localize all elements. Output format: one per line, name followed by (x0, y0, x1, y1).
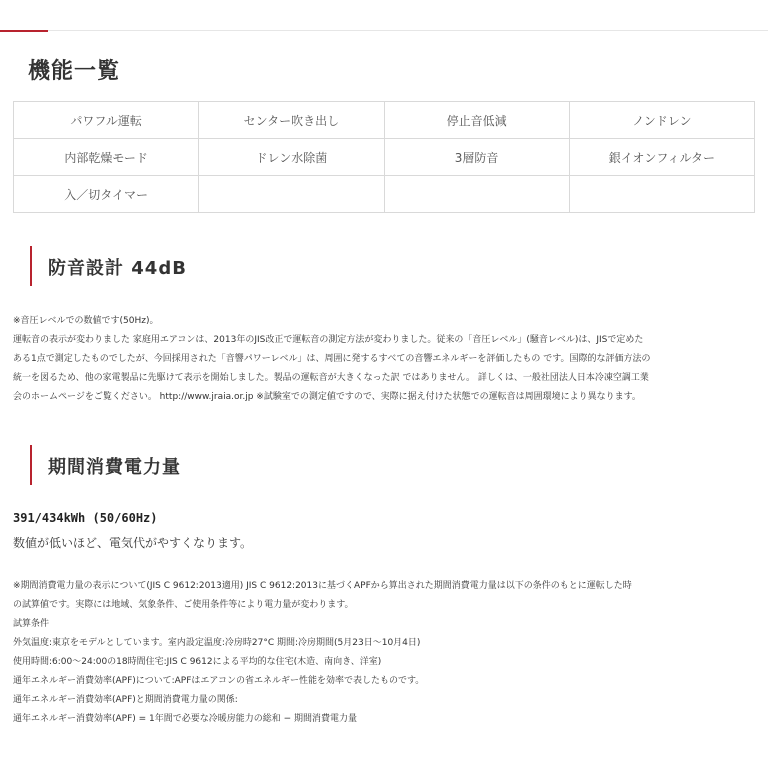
feature-cell: ドレン水除菌 (199, 139, 384, 176)
sound-section-title: 防音設計 44dB (48, 258, 187, 279)
features-title: 機能一覧 (28, 59, 121, 84)
consumption-value: 391/434kWh (50/60Hz) (13, 511, 158, 525)
feature-cell: 入／切タイマー (14, 176, 199, 213)
consumption-description: 数値が低いほど、電気代がやすくなります。 (13, 536, 253, 550)
note-line: ※音圧レベルでの数値です(50Hz)。 (13, 316, 159, 326)
note-line: 使用時間:6:00～24:00の18時間住宅:JIS C 9612による平均的な住宅(木造、南向き、洋室) (13, 657, 382, 667)
top-accent-bar (0, 30, 48, 32)
feature-cell: パワフル運転 (14, 102, 199, 139)
feature-cell: センター吹き出し (199, 102, 384, 139)
note-line: 試算条件 (13, 619, 50, 629)
table-row (14, 139, 755, 176)
note-line: 運転音の表示が変わりました 家庭用エアコンは、2013年のJIS改正で運転音の測定方法が変わりました。従来の「音圧レベル」(騒音レベル)は、JISで定めた (13, 335, 644, 345)
feature-cell: 停止音低減 (384, 102, 569, 139)
note-line: 通年エネルギー消費効率(APF) = 1年間で必要な冷暖房能力の総和 − 期間消費電力量 (13, 714, 358, 724)
table-row (14, 176, 755, 213)
consumption-section-title: 期間消費電力量 (48, 457, 181, 478)
consumption-note (13, 577, 761, 729)
note-line: 統一を図るため、他の家電製品に先駆けて表示を開始しました。製品の運転音が大きくなった訳 ではありません。 詳しくは、一般社団法人日本冷凍空調工業 (13, 373, 649, 383)
sound-section-header (30, 246, 732, 286)
feature-cell: 銀イオンフィルター (569, 139, 754, 176)
note-line: 通年エネルギー消費効率(APF)と期間消費電力量の関係: (13, 695, 238, 705)
note-line: 通年エネルギー消費効率(APF)について:APFはエアコンの省エネルギー性能を効率で表したものです。 (13, 676, 425, 686)
features-table (13, 101, 755, 213)
note-line: ※期間消費電力量の表示について(JIS C 9612:2013適用) JIS C 9612:2013に基づくAPFから算出された期間消費電力量は以下の条件のもとに運転した時 (13, 581, 632, 591)
note-line: 外気温度:東京をモデルとしています。室内設定温度:冷房時27°C 期間:冷房期間(5月23日～10月4日) (13, 638, 421, 648)
feature-cell: 3層防音 (384, 139, 569, 176)
feature-cell (199, 176, 384, 213)
consumption-section-header (30, 445, 732, 485)
feature-cell: ノンドレン (569, 102, 754, 139)
table-row (14, 102, 755, 139)
sound-note (13, 312, 761, 407)
note-line: ある1点で測定したものでしたが、今回採用された「音響パワーレベル」は、周囲に発するすべての音響エネルギーを評価したもの です。国際的な評価方法の (13, 354, 651, 364)
note-line: 会のホームページをご覧ください。 http://www.jraia.or.jp ※試験室での測定値ですので、実際に据え付けた状態での運転音は周囲環境により異なります。 (13, 392, 641, 402)
feature-cell: 内部乾燥モード (14, 139, 199, 176)
feature-cell (569, 176, 754, 213)
feature-cell (384, 176, 569, 213)
note-line: の試算値です。実際には地域、気象条件、ご使用条件等により電力量が変わります。 (13, 600, 354, 610)
top-divider (0, 30, 768, 31)
